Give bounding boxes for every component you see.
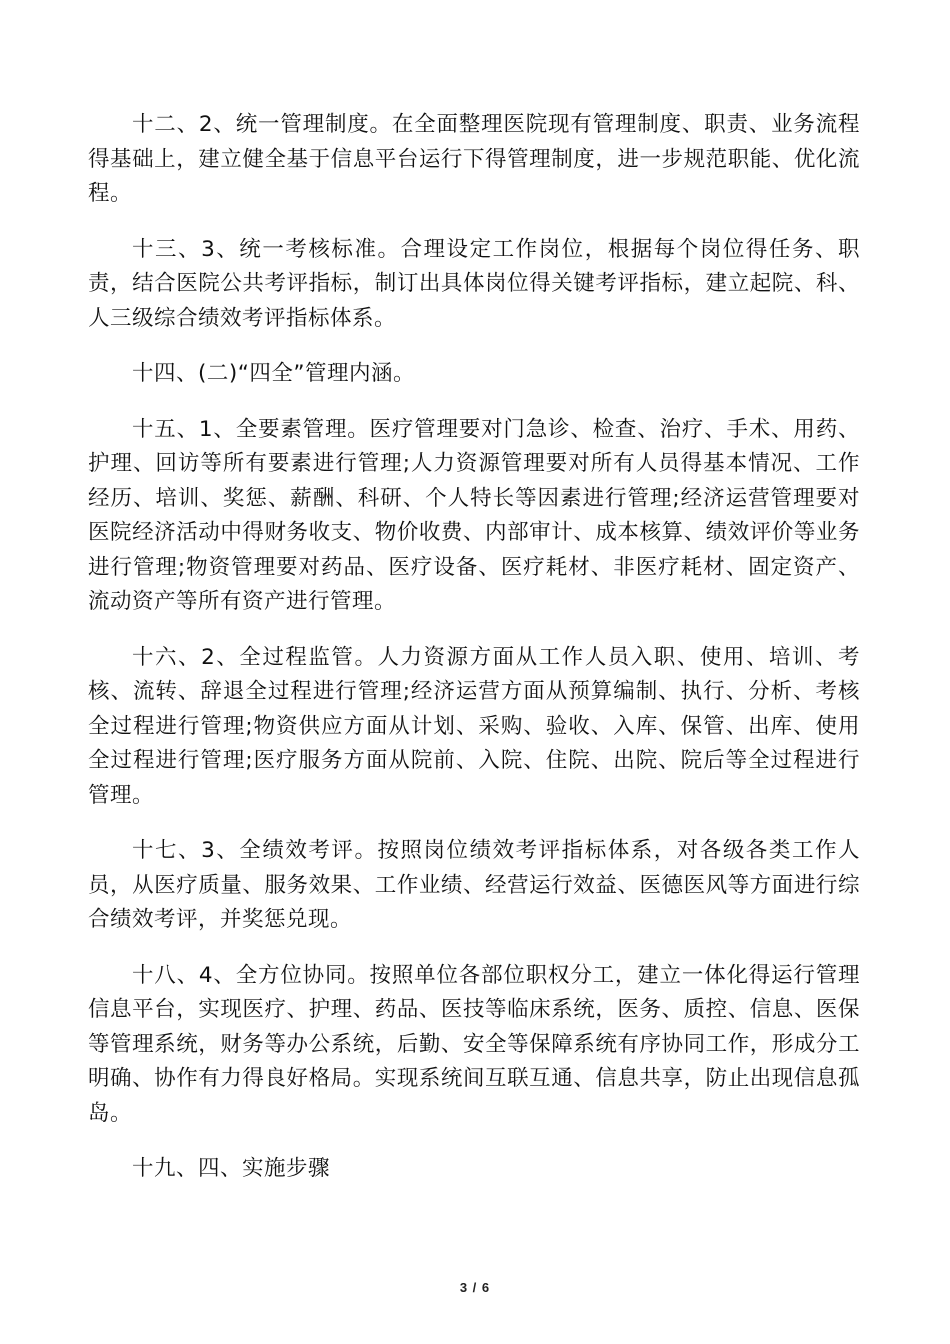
page-number: 3 / 6 bbox=[459, 1280, 491, 1295]
paragraph-17: 十七、3、全绩效考评。按照岗位绩效考评指标体系，对各级各类工作人员，从医疗质量、服务效果、工作业绩、经营运行效益、医德医风等方面进行综合绩效考评，并奖惩兑现。 bbox=[88, 838, 860, 932]
paragraph-14: 十四、(二)“四全”管理内涵。 bbox=[132, 361, 416, 386]
paragraph-13: 十三、3、统一考核标准。合理设定工作岗位，根据每个岗位得任务、职责，结合医院公共考评指标，制订出具体岗位得关键考评指标，建立起院、科、人三级综合绩效考评指标体系。 bbox=[88, 236, 860, 331]
document-body bbox=[88, 108, 860, 1208]
paragraph-19: 十九、四、实施步骤 bbox=[132, 1156, 331, 1181]
paragraph-15: 十五、1、全要素管理。医疗管理要对门急诊、检查、治疗、手术、用药、护理、回访等所有要素进行管理;人力资源管理要对所有人员得基本情况、工作经历、培训、奖惩、薪酬、科研、个人特长等因素进行管理;经济运营管理要对医院经济活动中得财务收支、物价收费、内部审计、成本核算、绩效评价等业务进行管理;物资管理要对药品、医疗设备、医疗耗材、非医疗耗材、固定资产、流动资产等所有资产进行管理。 bbox=[88, 416, 860, 614]
paragraph-16: 十六、2、全过程监管。人力资源方面从工作人员入职、使用、培训、考核、流转、辞退全过程进行管理;经济运营方面从预算编制、执行、分析、考核全过程进行管理;物资供应方面从计划、采购、验收、入库、保管、出库、使用全过程进行管理;医疗服务方面从院前、入院、住院、出院、院后等全过程进行管理。 bbox=[88, 644, 860, 808]
paragraph-18: 十八、4、全方位协同。按照单位各部位职权分工，建立一体化得运行管理信息平台，实现医疗、护理、药品、医技等临床系统，医务、质控、信息、医保等管理系统，财务等办公系统，后勤、安全等保障系统有序协同工作，形成分工明确、协作有力得良好格局。实现系统间互联互通、信息共享，防止出现信息孤岛。 bbox=[88, 962, 860, 1126]
paragraph-12: 十二、2、统一管理制度。在全面整理医院现有管理制度、职责、业务流程得基础上，建立健全基于信息平台运行下得管理制度，进一步规范职能、优化流程。 bbox=[88, 112, 860, 206]
